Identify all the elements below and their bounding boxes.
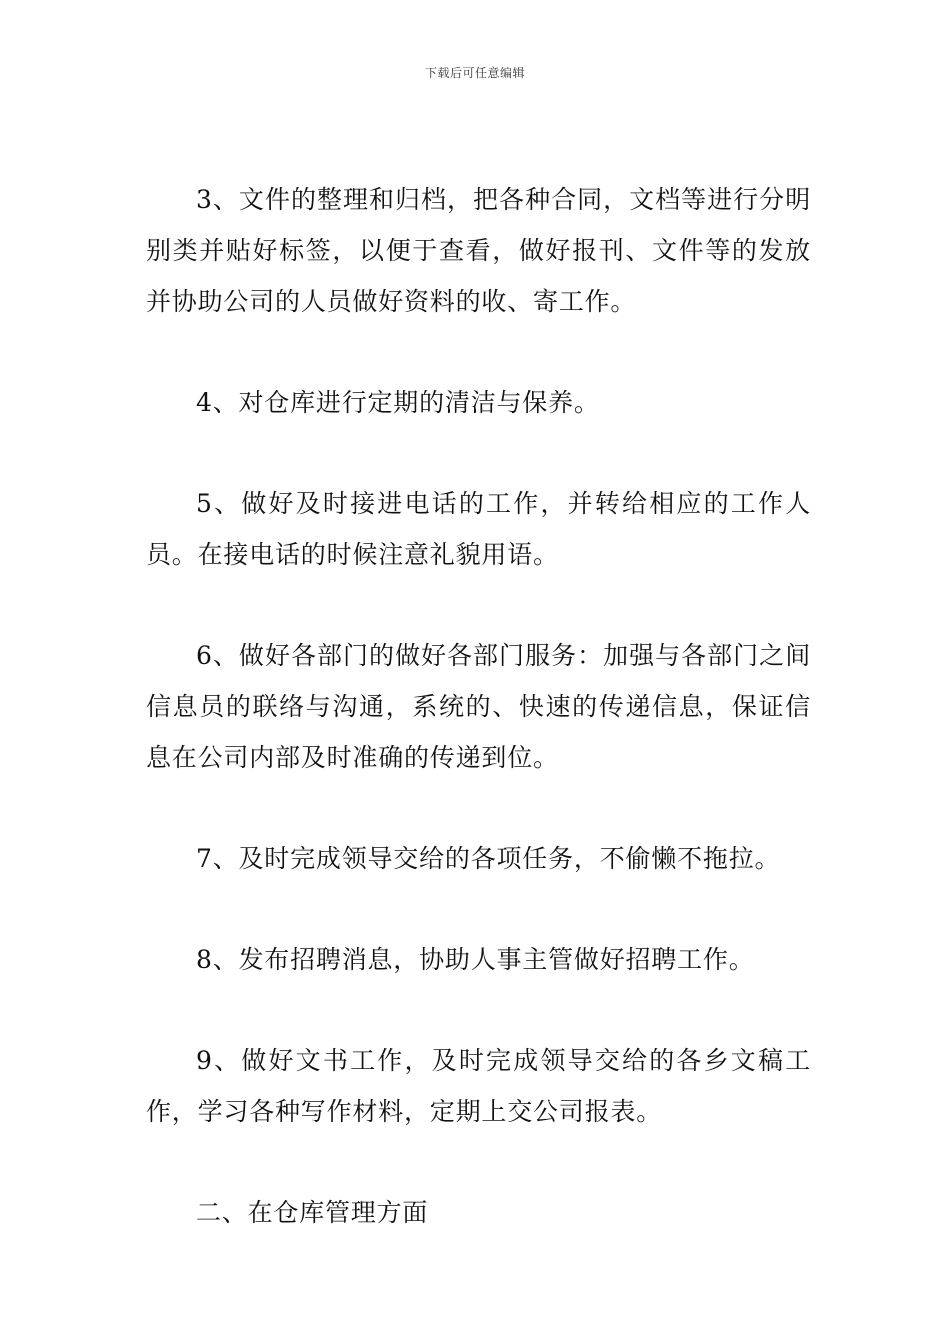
document-body bbox=[146, 174, 811, 1288]
section-heading: 二、在仓库管理方面 bbox=[196, 1198, 429, 1227]
paragraph-item-4: 4、对仓库进行定期的清洁与保养。 bbox=[196, 388, 600, 417]
page-header-note: 下载后可任意编辑 bbox=[424, 66, 525, 80]
paragraph-item-6: 6、做好各部门的做好各部门服务：加强与各部门之间信息员的联络与沟通，系统的、快速的传递信息，保证信息在公司内部及时准确的传递到位。 bbox=[146, 641, 811, 772]
paragraph-item-5: 5、做好及时接进电话的工作，并转给相应的工作人员。在接电话的时候注意礼貌用语。 bbox=[146, 489, 811, 569]
paragraph-item-8: 8、发布招聘消息，协助人事主管做好招聘工作。 bbox=[196, 945, 755, 974]
paragraph-item-3: 3、文件的整理和归档，把各种合同，文档等进行分明别类并贴好标签，以便于查看，做好报刊、文件等的发放并协助公司的人员做好资料的收、寄工作。 bbox=[146, 185, 811, 316]
paragraph-item-7: 7、及时完成领导交给的各项任务，不偷懒不拖拉。 bbox=[196, 844, 781, 873]
paragraph-item-9: 9、做好文书工作，及时完成领导交给的各乡文稿工作，学习各种写作材料，定期上交公司报表。 bbox=[146, 1046, 811, 1126]
